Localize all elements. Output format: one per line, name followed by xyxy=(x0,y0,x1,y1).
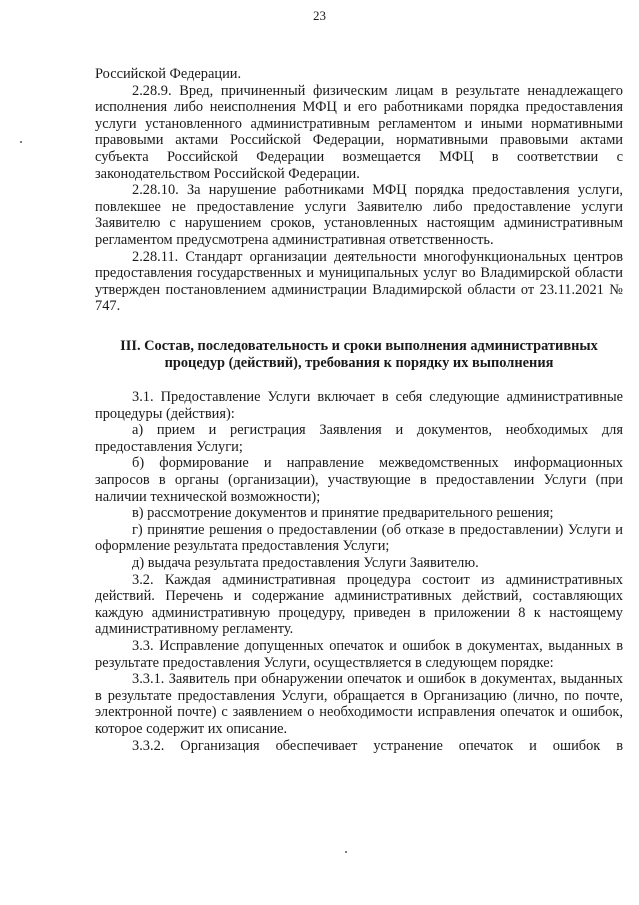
paragraph: Российской Федерации. xyxy=(95,66,242,82)
list-item-d: д) выдача результата предоставления Услуги Заявителю. xyxy=(132,555,479,572)
paragraph-3-3-2: 3.3.2. Организация обеспечивает устранение опечаток и ошибок в xyxy=(132,737,623,754)
list-item-b: б) формирование и направление межведомственных информационных запросов в органы (организации), участвующие в предоставлении Услуги (при наличии технической возможности); xyxy=(95,455,623,505)
section-heading: III. Состав, последовательность и сроки выполнения административных процедур (действий), требования к порядку их выполнения xyxy=(120,337,598,371)
list-item-v: в) рассмотрение документов и принятие предварительного решения; xyxy=(132,505,554,522)
page-number: 23 xyxy=(313,8,326,23)
document-body xyxy=(95,66,623,754)
paragraph-3-1: 3.1. Предоставление Услуги включает в себя следующие административные процедуры (действия): xyxy=(95,389,623,422)
list-item-g: г) принятие решения о предоставлении (об отказе в предоставлении) Услуги и оформление результата предоставления Услуги; xyxy=(95,521,623,555)
margin-dot xyxy=(20,141,22,143)
paragraph-3-3-1: 3.3.1. Заявитель при обнаружении опечаток и ошибок в документах, выданных в результате предоставления Услуги, обращается в Организацию (лично, по почте, электронной почте) с заявлением о необходимости исправления опечаток и ошибок, которое содержит их описание. xyxy=(95,671,623,737)
paragraph-2-28-11: 2.28.11. Стандарт организации деятельности многофункциональных центров предоставления государственных и муниципальных услуг во Владимирской области утвержден постановлением администрации Владимирской области от 23.11.2021 № 747. xyxy=(95,248,623,315)
margin-dot xyxy=(345,851,347,853)
paragraph-3-2: 3.2. Каждая административная процедура состоит из административных действий. Перечень и содержание административных действий, составляющих каждую административную процедуру, приведен в приложении 8 к настоящему административному регламенту. xyxy=(95,571,623,638)
paragraph-2-28-10: 2.28.10. За нарушение работниками МФЦ порядка предоставления услуги, повлекшее не предоставление услуги Заявителю либо предоставление услуги Заявителю с нарушением сроков, установленных настоящим административным регламентом предусмотрена административная ответственность. xyxy=(95,182,623,248)
paragraph-3-3: 3.3. Исправление допущенных опечаток и ошибок в документах, выданных в результате предоставления Услуги, осуществляется в следующем порядке: xyxy=(95,638,623,671)
paragraph-2-28-9: 2.28.9. Вред, причиненный физическим лицам в результате ненадлежащего исполнения либо неисполнения МФЦ и его работниками порядка предоставления услуги установленного административным регламентом и иными нормативными правовыми актами Российской Федерации, нормативными правовыми актами субъекта Российской Федерации возмещается МФЦ в соответствии с законодательством Российской Федерации. xyxy=(95,82,623,182)
list-item-a: а) прием и регистрация Заявления и документов, необходимых для предоставления Услуги; xyxy=(95,422,623,455)
